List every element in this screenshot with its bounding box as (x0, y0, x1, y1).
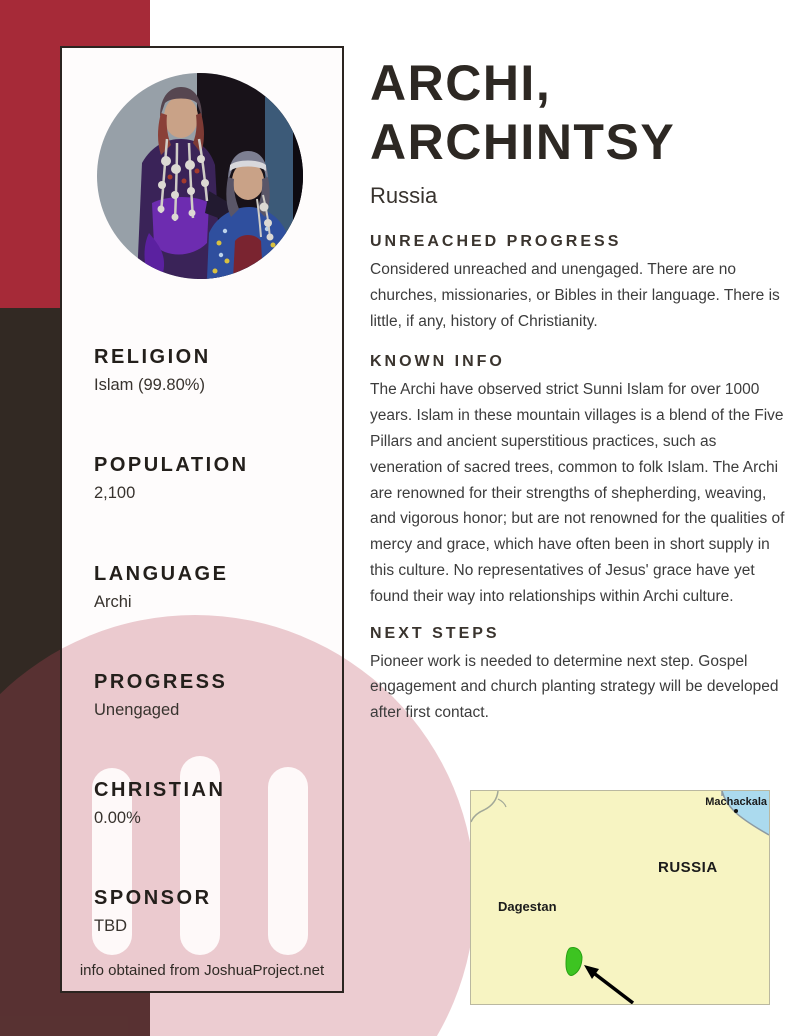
info-card (60, 46, 344, 993)
section-heading-known-info: KNOWN INFO (370, 353, 505, 371)
stat-value: Islam (99.80%) (94, 376, 205, 394)
stat-language (94, 563, 324, 612)
stat-label: RELIGION (94, 346, 211, 368)
section-body-next-steps: Pioneer work is needed to determine next step. Gospel engagement and church planting strategy will be developed after first contact. (370, 652, 779, 722)
page-title: ARCHI, ARCHINTSY (370, 55, 676, 170)
stat-religion (94, 346, 324, 395)
stat-label: POPULATION (94, 454, 249, 476)
main-content (370, 54, 785, 726)
stat-label: LANGUAGE (94, 563, 229, 585)
people-portrait-photo (97, 73, 303, 279)
section-heading-unreached-progress: UNREACHED PROGRESS (370, 233, 622, 250)
stat-label: PROGRESS (94, 671, 228, 693)
map-label-country: RUSSIA (658, 859, 718, 876)
stat-value: TBD (94, 917, 127, 935)
section-body-unreached-progress: Considered unreached and unengaged. There are no churches, missionaries, or Bibles in their language. There is little, if any, history of Christianity. (370, 261, 780, 330)
stat-label: SPONSOR (94, 887, 212, 909)
map-label-region: Dagestan (498, 899, 557, 914)
stat-value: Archi (94, 593, 132, 611)
stat-value: 0.00% (94, 809, 141, 827)
location-arrow-icon (584, 965, 633, 1003)
stat-progress (94, 671, 324, 720)
location-map (470, 790, 770, 1005)
section-heading-next-steps: NEXT STEPS (370, 624, 500, 642)
city-marker-dot (734, 809, 738, 813)
source-credit: info obtained from JoshuaProject.net (79, 962, 325, 979)
map-label-city: Machackala (705, 796, 767, 808)
stat-value: Unengaged (94, 701, 180, 719)
stat-population (94, 454, 324, 503)
section-body-known-info: The Archi have observed strict Sunni Islam for over 1000 years. Islam in these mountain villages is a blend of the Five Pillars and ancient superstitious practices, such as veneration of sacred trees, common to folk Islam. The Archi are renowned for their strengths of shepherding, weaving, and vigorous honor; but are not renowned for the qualities of mercy and grace, which have often been in short supply in this culture. No representatives of Jesus' grace have yet found their way into relationships within Archi culture. (370, 381, 785, 605)
stat-label: CHRISTIAN (94, 779, 226, 801)
people-location-marker (566, 947, 582, 975)
stat-value: 2,100 (94, 484, 136, 502)
stat-sponsor (94, 887, 324, 936)
stat-christian (94, 779, 324, 828)
country-name: Russia (370, 183, 438, 208)
